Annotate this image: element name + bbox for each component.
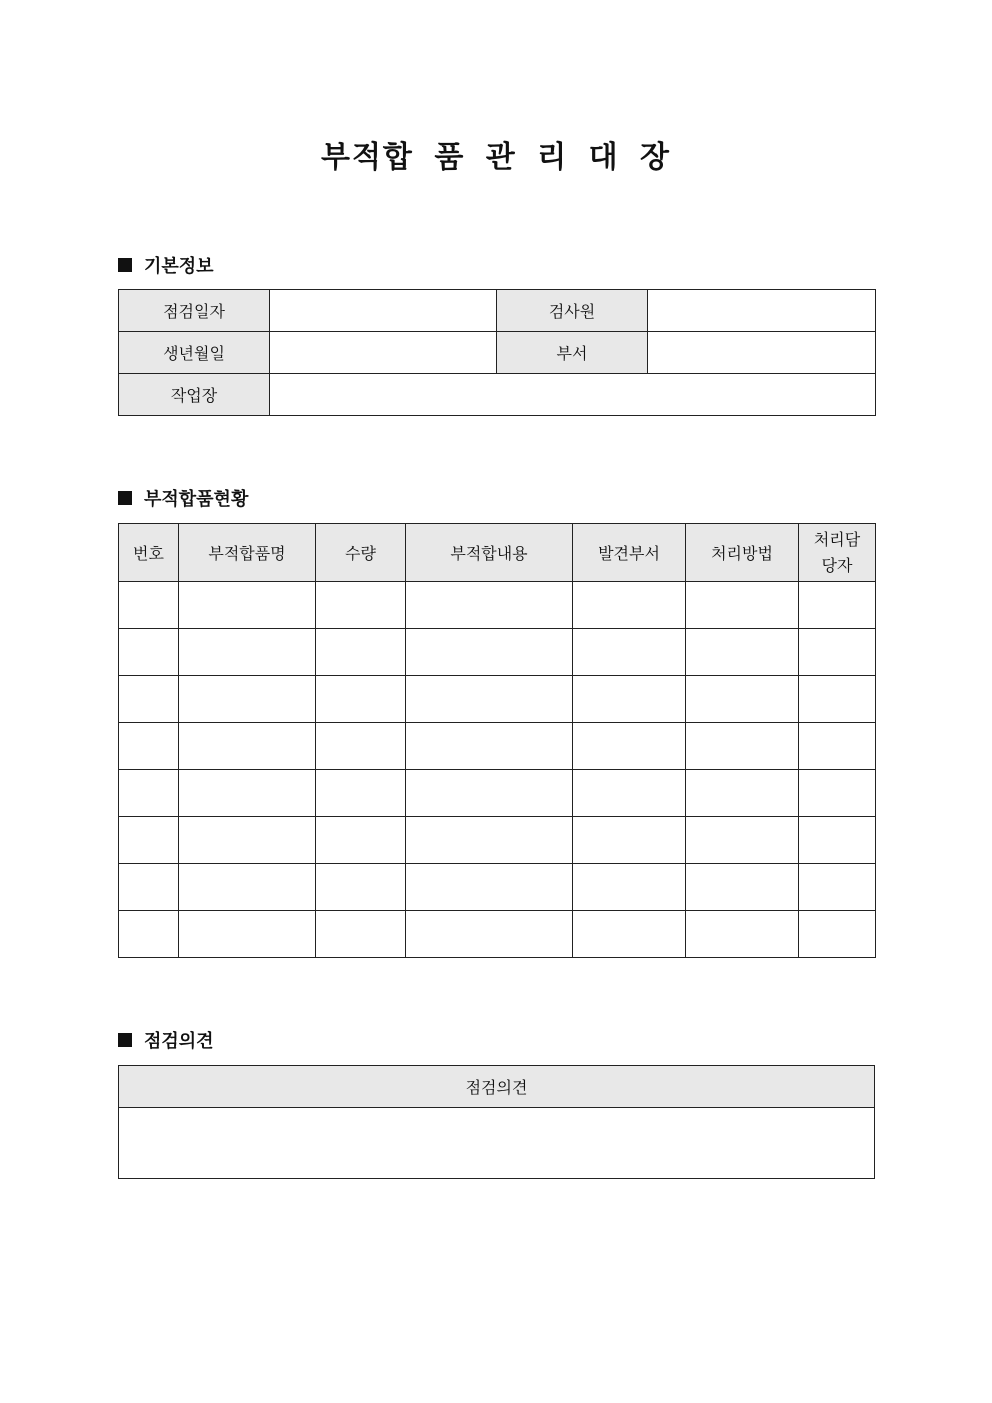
cell-description[interactable] [406, 723, 573, 770]
table-row [119, 911, 876, 958]
workplace-field[interactable] [270, 374, 876, 416]
cell-found-department[interactable] [573, 582, 686, 629]
cell-quantity[interactable] [316, 911, 406, 958]
section-heading-basic-info-label: 기본정보 [144, 256, 214, 277]
cell-found-department[interactable] [573, 864, 686, 911]
table-row [119, 629, 876, 676]
basic-info-table [118, 289, 876, 416]
cell-found-department[interactable] [573, 770, 686, 817]
column-header-treatment-method: 처리방법 [686, 524, 799, 582]
cell-quantity[interactable] [316, 676, 406, 723]
column-header-inspection-opinion: 점검의견 [119, 1066, 875, 1108]
cell-quantity[interactable] [316, 723, 406, 770]
section-heading-inspection-opinion-label: 점검의견 [144, 1031, 214, 1052]
cell-treatment-method[interactable] [686, 911, 799, 958]
cell-quantity[interactable] [316, 770, 406, 817]
black-square-bullet-icon [118, 258, 132, 272]
column-header-person-in-charge-line1: 처리담 [813, 529, 861, 549]
label-birth-date: 생년월일 [119, 332, 270, 374]
section-heading-basic-info [118, 253, 214, 277]
column-header-number: 번호 [119, 524, 179, 582]
cell-number[interactable] [119, 723, 179, 770]
table-row [119, 817, 876, 864]
column-header-item-name: 부적합품명 [179, 524, 316, 582]
cell-person-in-charge[interactable] [799, 770, 876, 817]
cell-quantity[interactable] [316, 582, 406, 629]
cell-number[interactable] [119, 864, 179, 911]
cell-number[interactable] [119, 817, 179, 864]
cell-item-name[interactable] [179, 629, 316, 676]
cell-person-in-charge[interactable] [799, 629, 876, 676]
section-heading-nonconforming-status [118, 486, 248, 510]
inspector-field[interactable] [648, 290, 876, 332]
black-square-bullet-icon [118, 491, 132, 505]
column-header-description: 부적합내용 [406, 524, 573, 582]
cell-description[interactable] [406, 676, 573, 723]
cell-item-name[interactable] [179, 864, 316, 911]
cell-person-in-charge[interactable] [799, 582, 876, 629]
cell-item-name[interactable] [179, 911, 316, 958]
cell-found-department[interactable] [573, 723, 686, 770]
column-header-quantity: 수량 [316, 524, 406, 582]
cell-person-in-charge[interactable] [799, 817, 876, 864]
label-department: 부서 [497, 332, 648, 374]
cell-found-department[interactable] [573, 817, 686, 864]
cell-number[interactable] [119, 629, 179, 676]
cell-found-department[interactable] [573, 676, 686, 723]
label-inspection-date: 점검일자 [119, 290, 270, 332]
cell-description[interactable] [406, 911, 573, 958]
nonconforming-status-table [118, 523, 876, 958]
table-row [119, 770, 876, 817]
cell-treatment-method[interactable] [686, 582, 799, 629]
cell-description[interactable] [406, 629, 573, 676]
cell-number[interactable] [119, 770, 179, 817]
column-header-person-in-charge-line2: 당자 [821, 555, 853, 575]
label-inspector: 검사원 [497, 290, 648, 332]
cell-item-name[interactable] [179, 676, 316, 723]
section-heading-inspection-opinion [118, 1028, 214, 1052]
cell-item-name[interactable] [179, 582, 316, 629]
page-title: 부적합 품 관 리 대 장 [320, 140, 672, 175]
column-header-found-department: 발견부서 [573, 524, 686, 582]
cell-number[interactable] [119, 582, 179, 629]
inspection-opinion-table [118, 1065, 875, 1179]
cell-quantity[interactable] [316, 629, 406, 676]
table-row [119, 723, 876, 770]
table-header-row [119, 524, 876, 582]
table-row [119, 676, 876, 723]
cell-treatment-method[interactable] [686, 817, 799, 864]
cell-item-name[interactable] [179, 723, 316, 770]
cell-found-department[interactable] [573, 629, 686, 676]
cell-treatment-method[interactable] [686, 864, 799, 911]
table-row [119, 582, 876, 629]
inspection-date-field[interactable] [270, 290, 497, 332]
birth-date-field[interactable] [270, 332, 497, 374]
cell-description[interactable] [406, 817, 573, 864]
cell-description[interactable] [406, 582, 573, 629]
table-row [119, 864, 876, 911]
cell-number[interactable] [119, 676, 179, 723]
cell-treatment-method[interactable] [686, 770, 799, 817]
department-field[interactable] [648, 332, 876, 374]
cell-person-in-charge[interactable] [799, 723, 876, 770]
cell-treatment-method[interactable] [686, 723, 799, 770]
cell-item-name[interactable] [179, 770, 316, 817]
section-heading-nonconforming-status-label: 부적합품현황 [144, 489, 249, 510]
cell-found-department[interactable] [573, 911, 686, 958]
black-square-bullet-icon [118, 1033, 132, 1047]
cell-description[interactable] [406, 864, 573, 911]
cell-person-in-charge[interactable] [799, 864, 876, 911]
cell-quantity[interactable] [316, 864, 406, 911]
cell-item-name[interactable] [179, 817, 316, 864]
label-workplace: 작업장 [119, 374, 270, 416]
cell-number[interactable] [119, 911, 179, 958]
cell-person-in-charge[interactable] [799, 911, 876, 958]
cell-treatment-method[interactable] [686, 629, 799, 676]
cell-person-in-charge[interactable] [799, 676, 876, 723]
column-header-person-in-charge [799, 524, 876, 582]
cell-treatment-method[interactable] [686, 676, 799, 723]
cell-quantity[interactable] [316, 817, 406, 864]
cell-description[interactable] [406, 770, 573, 817]
inspection-opinion-field[interactable] [119, 1108, 875, 1179]
